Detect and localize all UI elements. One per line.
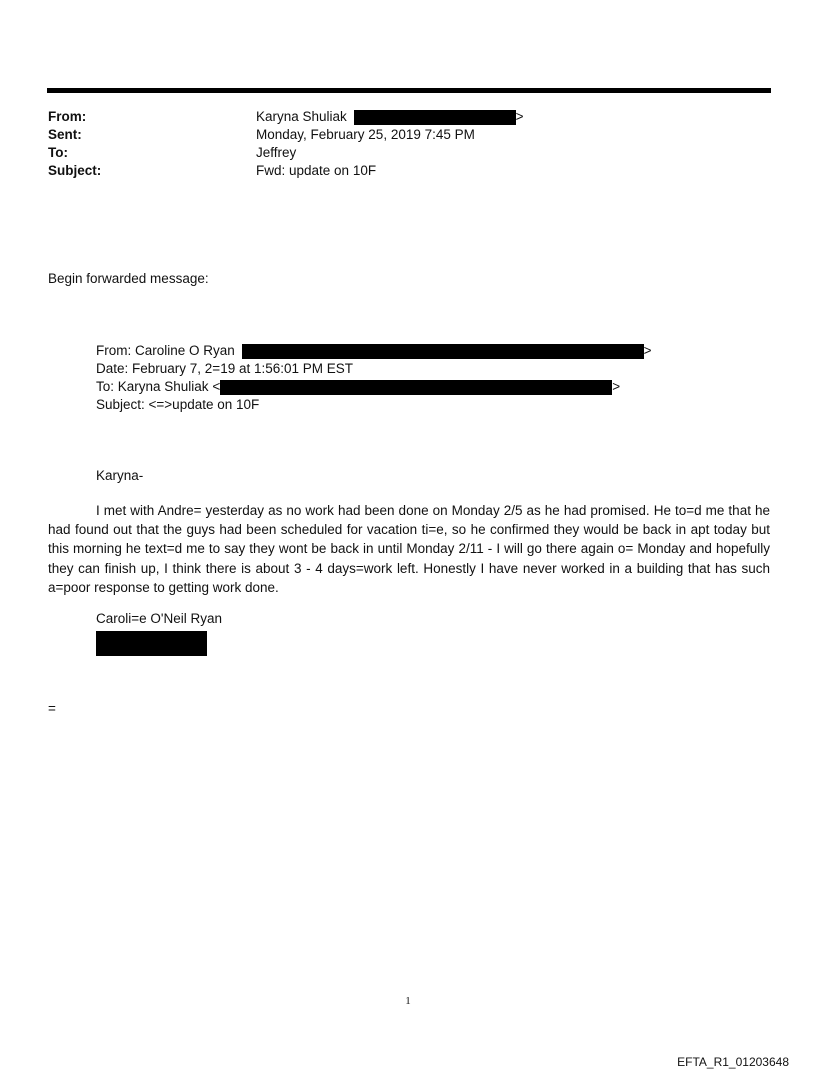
forward-intro: Begin forwarded message: [48, 271, 209, 286]
greeting: Karyna- [96, 468, 144, 483]
message-paragraph: I met with Andre= yesterday as no work had been done on Monday 2/5 as he had promised. He to=d me that he had found out that the guys had been scheduled for vacation ti=e, so he confirmed they would be back in apt today but this morning he text=d me to say they wont be back in until Monday 2/11 - I will go there again o= Monday and hopefully they can finish up, I think there is about 3 - 4 days=work left. Honestly I have never worked in a building that has such a=poor response to getting work done. [48, 503, 770, 595]
redaction-block [220, 380, 612, 395]
signature: Caroli=e O'Neil Ryan [96, 611, 223, 626]
header-rule [47, 88, 771, 93]
redaction-block [354, 110, 516, 125]
fwd-to-suffix: > [612, 379, 621, 394]
fwd-to-line [96, 377, 620, 396]
sent-label: Sent: [48, 127, 82, 142]
trailing-char: = [48, 701, 56, 716]
sent-value: Monday, February 25, 2019 7:45 PM [256, 127, 475, 142]
subject-label: Subject: [48, 163, 102, 178]
fwd-from-line [96, 341, 651, 360]
fwd-subject: Subject: <=>update on 10F [96, 397, 260, 412]
fwd-to: To: Karyna Shuliak [96, 379, 209, 394]
to-value: Jeffrey [256, 145, 297, 160]
fwd-to-prefix: < [212, 379, 221, 394]
signature-redaction [96, 631, 207, 656]
to-label: To: [48, 145, 68, 160]
redaction-block [242, 344, 644, 359]
from-suffix: > [515, 109, 524, 124]
page-number: 1 [405, 995, 411, 1007]
from-label: From: [48, 109, 87, 124]
fwd-from: From: Caroline O Ryan [96, 343, 235, 358]
subject-value: Fwd: update on 10F [256, 163, 377, 178]
from-value [256, 107, 523, 126]
fwd-from-suffix: > [643, 343, 652, 358]
fwd-date: Date: February 7, 2=19 at 1:56:01 PM EST [96, 361, 354, 376]
document-id: EFTA_R1_01203648 [677, 1055, 789, 1069]
from-name: Karyna Shuliak [256, 109, 347, 124]
